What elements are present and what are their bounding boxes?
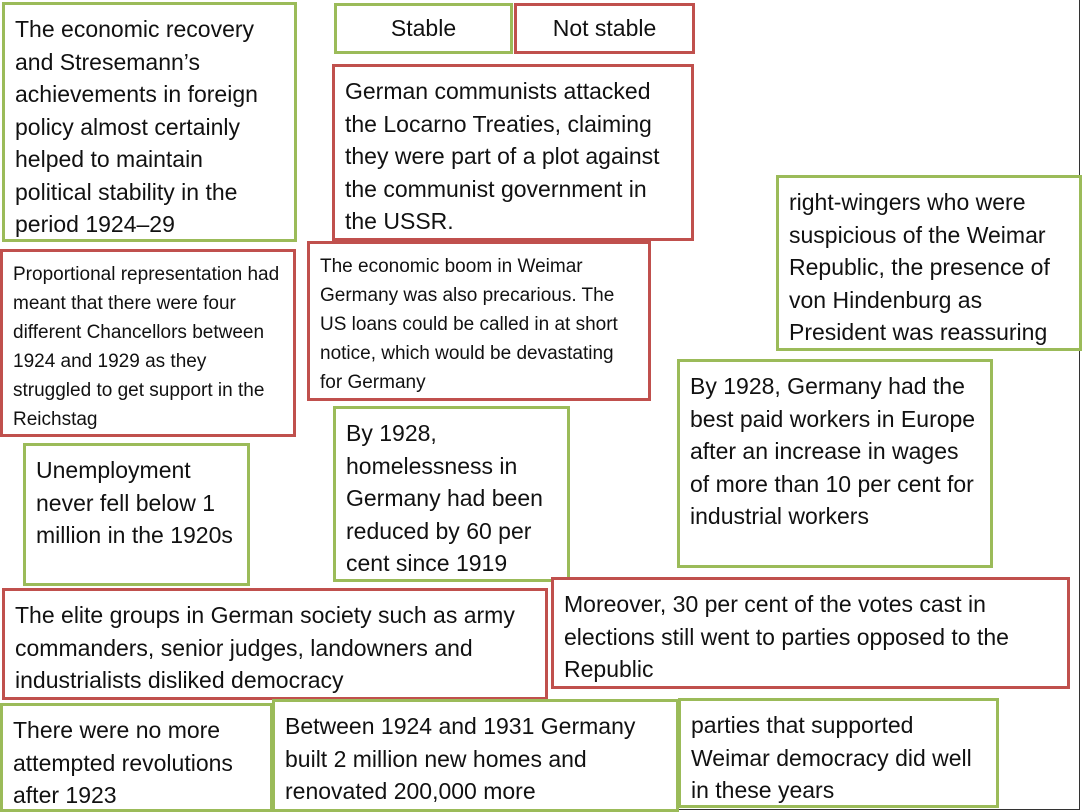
card-parties-supported[interactable]: parties that supported Weimar democracy did well in these years xyxy=(678,698,999,808)
card-right-wingers[interactable]: right-wingers who were suspicious of the Weimar Republic, the presence of von Hindenburg as President was reassuring xyxy=(776,175,1082,351)
card-communists-locarno[interactable]: German communists attacked the Locarno Treaties, claiming they were part of a plot against the communist government in the USSR. xyxy=(332,64,694,241)
card-economic-recovery[interactable]: The economic recovery and Stresemann’s achievements in foreign policy almost certainly helped to maintain political stability in the period 1924–29 xyxy=(2,2,297,242)
card-proportional-representation[interactable]: Proportional representation had meant that there were four different Chancellors between 1924 and 1929 as they struggled to get support in the Reichstag xyxy=(0,249,296,437)
card-new-homes[interactable]: Between 1924 and 1931 Germany built 2 million new homes and renovated 200,000 more xyxy=(272,699,679,812)
stable-header[interactable]: Stable xyxy=(334,3,513,54)
card-elite-groups[interactable]: The elite groups in German society such as army commanders, senior judges, landowners and industrialists disliked democracy xyxy=(2,588,548,700)
card-no-revolutions[interactable]: There were no more attempted revolutions after 1923 xyxy=(0,703,273,812)
card-economic-boom[interactable]: The economic boom in Weimar Germany was also precarious. The US loans could be called in at short notice, which would be devastating for Germany xyxy=(307,241,651,401)
card-homelessness[interactable]: By 1928, homelessness in Germany had been reduced by 60 per cent since 1919 xyxy=(333,406,570,582)
card-best-paid-workers[interactable]: By 1928, Germany had the best paid workers in Europe after an increase in wages of more than 10 per cent for industrial workers xyxy=(677,359,993,568)
card-votes-opposed[interactable]: Moreover, 30 per cent of the votes cast in elections still went to parties opposed to the Republic xyxy=(551,577,1070,689)
not-stable-header[interactable]: Not stable xyxy=(514,3,695,54)
card-unemployment[interactable]: Unemployment never fell below 1 million in the 1920s xyxy=(23,443,250,586)
